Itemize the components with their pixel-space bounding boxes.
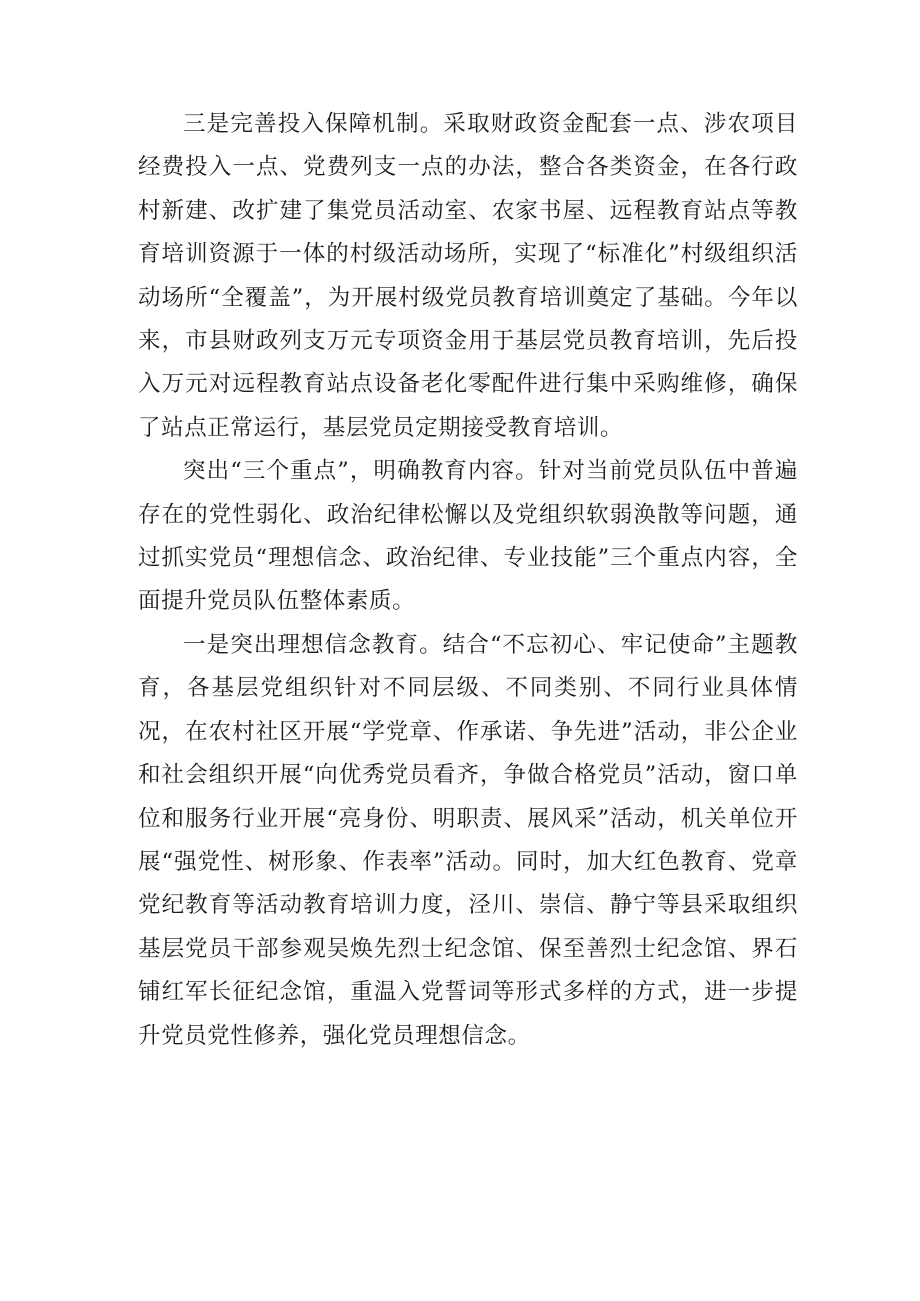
paragraph-three-focuses: 突出“三个重点”，明确教育内容。针对当前党员队伍中普遍存在的党性弱化、政治纪律松懈以及党组织软弱涣散等问题，通过抓实党员“理想信念、政治纪律、专业技能”三个重点内容，全面提升党员队伍整体素质。: [138, 458, 798, 615]
paragraph-ideals-education: 一是突出理想信念教育。结合“不忘初心、牢记使命”主题教育，各基层党组织针对不同层级、不同类别、不同行业具体情况，在农村社区开展“学党章、作承诺、争先进”活动，非公企业和社会组织开展“向优秀党员看齐，争做合格党员”活动，窗口单位和服务行业开展“亮身份、明职责、展风采”活动，机关单位开展“强党性、树形象、作表率”活动。同时，加大红色教育、党章党纪教育等活动教育培训力度，泾川、崇信、静宁等县采取组织基层党员干部参观吴焕先烈士纪念馆、保至善烈士纪念馆、界石铺红军长征纪念馆，重温入党誓词等形式多样的方式，进一步提升党员党性修养，强化党员理想信念。: [138, 631, 798, 1049]
document-body: [138, 103, 798, 1058]
paragraph-input-mechanism: 三是完善投入保障机制。采取财政资金配套一点、涉农项目经费投入一点、党费列支一点的办法，整合各类资金，在各行政村新建、改扩建了集党员活动室、农家书屋、远程教育站点等教育培训资源于一体的村级活动场所，实现了“标准化”村级组织活动场所“全覆盖”，为开展村级党员教育培训奠定了基础。今年以来，市县财政列支万元专项资金用于基层党员教育培训，先后投入万元对远程教育站点设备老化零配件进行集中采购维修，确保了站点正常运行，基层党员定期接受教育培训。: [138, 111, 798, 441]
